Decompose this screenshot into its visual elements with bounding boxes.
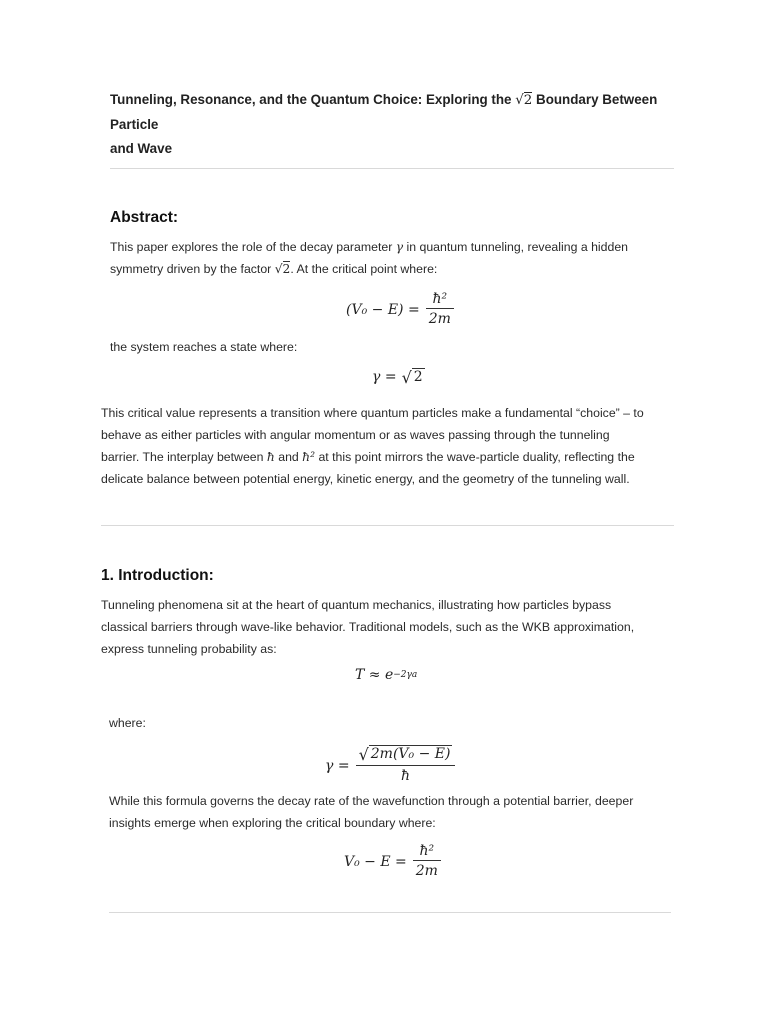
title-sqrt-arg: 2 <box>523 93 533 108</box>
abstract-paragraph-1 <box>110 236 680 280</box>
introduction-paragraph-2: where: <box>109 716 146 730</box>
eq1-denominator: 2m <box>428 311 451 327</box>
equation-gamma-definition <box>325 745 455 786</box>
eq5-denominator: 2m <box>415 863 438 879</box>
divider-3 <box>109 912 671 913</box>
title-text-3: and Wave <box>110 141 173 156</box>
eq2-lhs: γ = <box>372 369 397 385</box>
equation-critical-point <box>346 290 454 329</box>
abstract-p3-line3a: barrier. The interplay between <box>101 450 267 464</box>
abstract-paragraph-2: the system reaches a state where: <box>110 340 298 354</box>
eq4-denominator: ħ <box>400 768 411 784</box>
introduction-heading: 1. Introduction: <box>101 567 214 584</box>
eq5-lhs: V₀ − E = <box>344 853 407 870</box>
abstract-heading: Abstract: <box>110 209 179 226</box>
eq4-sqrt <box>359 745 453 763</box>
title-text-1: Tunneling, Resonance, and the Quantum Choice: Exploring the <box>110 92 516 107</box>
abstract-p3-line4: delicate balance between potential energy, kinetic energy, and the geometry of the tunneling wall. <box>101 472 630 486</box>
abstract-p1-c: symmetry driven by the factor <box>110 262 275 276</box>
eq4-fraction <box>356 745 456 786</box>
sqrt-radical-icon: √ <box>358 745 369 764</box>
hbar-squared-symbol: ħ² <box>302 450 316 464</box>
eq1-lhs: (V₀ − E) = <box>346 301 420 318</box>
intro-p3-line1: While this formula governs the decay rate of the wavefunction through a potential barrier, deeper <box>109 794 634 808</box>
divider-2 <box>101 525 674 526</box>
intro-p3-line2: insights emerge when exploring the critical boundary where: <box>109 816 436 830</box>
abstract-p3-line1: This critical value represents a transition where quantum particles make a fundamental “choice” – to <box>101 406 644 420</box>
eq1-fraction <box>426 290 454 329</box>
intro-p1-line3: express tunneling probability as: <box>101 642 277 656</box>
eq3-exponent: −2γa <box>393 670 418 680</box>
equation-tunneling-probability <box>355 667 417 683</box>
sqrt-radical-icon: √ <box>401 368 412 387</box>
eq2-sqrt-arg: 2 <box>413 369 423 385</box>
abstract-p3-and: and <box>274 450 303 464</box>
eq5-numerator: ħ² <box>419 843 435 859</box>
hbar-symbol: ħ <box>266 450 275 464</box>
abstract-p3-line2: behave as either particles with angular momentum or as waves passing through the tunneling <box>101 428 610 442</box>
eq5-fraction <box>413 842 441 881</box>
abstract-p1-b: in quantum tunneling, revealing a hidden <box>403 240 629 254</box>
eq4-numerator <box>356 745 456 765</box>
title-text-2: Boundary Between Particle <box>110 92 658 132</box>
eq4-sqrt-arg: 2m(V₀ − E) <box>370 746 451 762</box>
equation-gamma-sqrt2 <box>372 368 425 386</box>
abstract-p1-d: . At the critical point where: <box>290 262 438 276</box>
divider-1 <box>110 168 674 169</box>
paper-title <box>110 88 680 161</box>
introduction-paragraph-3 <box>109 790 699 834</box>
inline-sqrt2: √2 <box>274 262 291 276</box>
intro-p1-line2: classical barriers through wave-like behavior. Traditional models, such as the WKB approximation, <box>101 620 635 634</box>
abstract-p1-a: This paper explores the role of the decay parameter <box>110 240 396 254</box>
eq4-lhs: γ = <box>325 757 350 774</box>
eq2-sqrt <box>402 368 425 386</box>
equation-critical-boundary <box>344 842 441 881</box>
inline-sqrt2-arg: 2 <box>282 262 291 276</box>
eq1-numerator: ħ² <box>432 291 448 307</box>
title-sqrt2 <box>515 92 532 108</box>
abstract-p3-line3b: at this point mirrors the wave-particle duality, reflecting the <box>315 450 635 464</box>
eq3-lhs: T ≈ e <box>355 667 394 683</box>
title-sqrt-symbol: √ <box>515 93 524 108</box>
introduction-paragraph-1 <box>101 594 701 660</box>
intro-p1-line1: Tunneling phenomena sit at the heart of quantum mechanics, illustrating how particles bypass <box>101 598 612 612</box>
gamma-symbol: γ <box>395 240 404 254</box>
abstract-paragraph-3 <box>101 402 701 490</box>
